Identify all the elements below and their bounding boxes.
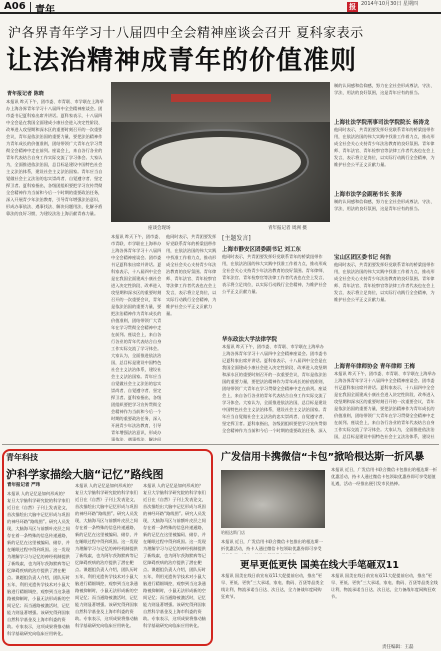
highlight-title: 沪科学家描绘大脑“记忆”路线图 [6, 468, 164, 481]
ad-photo-caption: 哈根达斯门店 [221, 530, 245, 535]
ad2-body-2: 本报讯 国美在线日前宣布双11大促提前启动，推出“更早、更低、更快”三大承诺，家电、数码、百货等品类全线让利，物流承诺当日达、次日达，全力备战年度网购狂欢节。 [331, 573, 438, 599]
ad2-headline: 更早更低更快 国美在线大手笔砸双11 [240, 560, 400, 571]
topic-tag: [主题发言] [222, 235, 251, 242]
speaker-4: 上海青年律师协会 青年律师 王梅 [334, 364, 415, 370]
right-body-3: 他同时表示，共青团要发挥好党联系青年的桥梁纽带作用，在依法治国的伟大实践中找准工作着力点，推动形成全社会关心支持青少年法治教育的良好氛围。青年律师、青年法官、青年检察官等法律工作者代表也在会上发言，表示将立足岗位，以实际行动践行全会精神，为维护社会公平正义贡献力量。 [334, 262, 435, 302]
highlight-tag: 青年科技 [6, 453, 38, 462]
topic-body-1: 他同时表示，共青团要发挥好党联系青年的桥梁纽带作用，在依法治国的伟大实践中找准工作着力点，推动形成全社会关心支持青少年法治教育的良好氛围。青年律师、青年法官、青年检察官等法律工作者代表也在会上发言，表示将立足岗位，以实际行动践行全会精神，为维护社会公平正义贡献力量。 [222, 254, 327, 294]
highlight-body-3: 本报讯 人的记忆是如何形成的？复旦大学脑科学研究院的科学家们近日在《自然》子刊上发表论文，首次描绘出大脑中记忆形成与巩固的神经环路“路线图”。研究人员发现，大脑海马区与前额叶皮层之间存在着一条特殊的信息传递通路，新的记忆在这里被编码、储存，并在睡眠过程中得到巩固。这一发现为理解学习与记忆的神经机制提供了新线索，也为阿尔茨海默病等记忆障碍疾病的治疗提供了潜在靶点。课题组负责人介绍，团队历时五年，利用光遗传学技术对小鼠大脑进行精细调控，观察到当这条通路被抑制时，小鼠无法形成新的空间记忆；而当通路被激活时，记忆能力则显著增强。该研究得到国家自然科学基金及上海市科委的资助。专家表示，这项成果将推动脑科学基础研究向临床应用转化。 [143, 483, 206, 628]
story-kicker: 沪各界青年学习十八届四中全会精神座谈会召开 夏科家表示 [8, 26, 364, 41]
header-date: 2014年10月30日 星期四 [361, 1, 419, 7]
ad-photo [221, 470, 325, 528]
highlight-body-2: 本报讯 人的记忆是如何形成的？复旦大学脑科学研究院的科学家们近日在《自然》子刊上发表论文，首次描绘出大脑中记忆形成与巩固的神经环路“路线图”。研究人员发现，大脑海马区与前额叶皮层之间存在着一条特殊的信息传递通路，新的记忆在这里被编码、储存，并在睡眠过程中得到巩固。这一发现为理解学习与记忆的神经机制提供了新线索，也为阿尔茨海默病等记忆障碍疾病的治疗提供了潜在靶点。课题组负责人介绍，团队历时五年，利用光遗传学技术对小鼠大脑进行精细调控，观察到当这条通路被抑制时，小鼠无法形成新的空间记忆；而当通路被激活时，记忆能力则显著增强。该研究得到国家自然科学基金及上海市科委的资助。专家表示，这项成果将推动脑科学基础研究向临床应用转化。 [75, 483, 138, 628]
ad2-body-1: 本报讯 国美在线日前宣布双11大促提前启动，推出“更早、更低、更快”三大承诺，家电、数码、百货等品类全线让利，物流承诺当日达、次日达，全力备战年度网购狂欢节。 [221, 573, 324, 599]
story-byline: 青年报记者 陈晓 [7, 91, 44, 97]
story-body-mid-2: 他同时表示，共青团要发挥好党联系青年的桥梁纽带作用，在依法治国的伟大实践中找准工作着力点，推动形成全社会关心支持青少年法治教育的良好氛围。青年律师、青年法官、青年检察官等法律工作者代表也在会上发言，表示将立足岗位，以实际行动践行全会精神，为维护社会公平正义贡献力量。 [166, 234, 217, 316]
right-body-1: 他同时表示，共青团要发挥好党联系青年的桥梁纽带作用，在依法治国的伟大实践中找准工作着力点，推动形成全社会关心支持青少年法治教育的良好氛围。青年律师、青年法官、青年检察官等法律工作者代表也在会上发言，表示将立足岗位，以实际行动践行全会精神，为维护社会公平正义贡献力量。 [334, 127, 435, 167]
page-header [0, 0, 441, 14]
speaker-2: 上海市法学会副秘书长 张涛 [334, 192, 402, 198]
highlight-body-1: 本报讯 人的记忆是如何形成的？复旦大学脑科学研究院的科学家们近日在《自然》子刊上发表论文，首次描绘出大脑中记忆形成与巩固的神经环路“路线图”。研究人员发现，大脑海马区与前额叶皮层之间存在着一条特殊的信息传递通路，新的记忆在这里被编码、储存，并在睡眠过程中得到巩固。这一发现为理解学习与记忆的神经机制提供了新线索，也为阿尔茨海默病等记忆障碍疾病的治疗提供了潜在靶点。课题组负责人介绍，团队历时五年，利用光遗传学技术对小鼠大脑进行精细调控，观察到当这条通路被抑制时，小鼠无法形成新的空间记忆；而当通路被激活时，记忆能力则显著增强。该研究得到国家自然科学基金及上海市科委的资助。专家表示，这项成果将推动脑科学基础研究向临床应用转化。 [7, 491, 70, 636]
section-name: 青年 [35, 5, 55, 16]
speaker-5: 上海市静安区团委副书记 刘工东 [222, 247, 301, 253]
photo-caption-right: 青年报记者 周洲 摄 [268, 226, 307, 231]
page-number: A06 [4, 1, 26, 12]
ad-headline: 广发信用卡携微信“卡包”掀哈根达斯一折风暴 [221, 452, 425, 463]
story-body-mid-1: 本报讯 昨天下午，团市委、市青联、市学联在上海举办上海各界青年学习十八届四中全会精神座谈会。团市委书记夏科家出席并讲话。夏科家表示，十八届四中全会是在我国全面建成小康社会进入决定性阶段、改革进入攻坚期和深水区的重要时刻召开的一次重要会议，青年是依法治国的重要力量，要把法治精神作为青年成长的价值准则，团结带领广大青年在学习贯彻全会精神中走在前列。座谈会上，来自各行各业的青年代表结合自身工作实际交流了学习体会。大家认为，全面推进依法治国，总目标是建设中国特色社会主义法治体系，建设社会主义法治国家。青年应当自觉做社会主义法治的忠实崇尚者、自觉遵守者、坚定捍卫者。夏科家指出，各级团组织要把学习宣传贯彻全会精神作为当前和今后一个时期的重要政治任务，深入开展青少年法治教育，引导青年增强法治意识，形成办事依法、遇事找法、解决问 [111, 234, 163, 441]
header-divider [30, 2, 31, 12]
topic-body-2: 本报讯 昨天下午，团市委、市青联、市学联在上海举办上海各界青年学习十八届四中全会精神座谈会。团市委书记夏科家出席并讲话。夏科家表示，十八届四中全会是在我国全面建成小康社会进入决定性阶段、改革进入攻坚期和深水区的重要时刻召开的一次重要会议，青年是依法治国的重要力量，要把法治精神作为青年成长的价值准则，团结带领广大青年在学习贯彻全会精神中走在前列。座谈会上，来自各行各业的青年代表结合自身工作实际交流了学习体会。大家认为，全面推进依法治国，总目标是建设中国特色社会主义法治体系，建设社会主义法治国家。青年应当自觉做社会主义法治的忠实崇尚者、自觉遵守者、坚定捍卫者。夏科家指出，各级团组织要把学习宣传贯彻全会精神作为当前和今后一个时期的重要政治任务，深入 [222, 344, 327, 433]
speaker-6: 华东政法大学法律学院 [222, 337, 278, 343]
ad-body: 本报讯 近日，广发信用卡联合微信卡包推出哈根达斯一折优惠活动，持卡人通过微信卡包领取优惠券即可享受超值礼遇，活动一经推出便引发市民热捧。 [331, 467, 438, 486]
photo-caption-left: 座谈会现场 [148, 226, 171, 231]
story-body-left: 本报讯 昨天下午，团市委、市青联、市学联在上海举办上海各界青年学习十八届四中全会精神座谈会。团市委书记夏科家出席并讲话。夏科家表示，十八届四中全会是在我国全面建成小康社会进入决定性阶段、改革进入攻坚期和深水区的重要时刻召开的一次重要会议，青年是依法治国的重要力量，要把法治精神作为青年成长的价值准则，团结带领广大青年在学习贯彻全会精神中走在前列。座谈会上，来自各行各业的青年代表结合自身工作实际交流了学习体会。大家认为，全面推进依法治国，总目标是建设中国特色社会主义法治体系，建设社会主义法治国家。青年应当自觉做社会主义法治的忠实崇尚者、自觉遵守者、坚定捍卫者。夏科家指出，各级团组织要把学习宣传贯彻全会精神作为当前和今后一个时期的重要政治任务，深入开展青少年法治教育，引导青年增强法治意识，形成办事依法、遇事找法、解决问题用法、化解矛盾靠法的良好习惯，为建设法治上海贡献青春力量。 [6, 99, 104, 216]
speaker-3: 宝山区团区委书记 何浩 [334, 255, 391, 261]
right-body-top: 制的认同感和信仰感，努力在全社会形成尊法、守法、学法、用法的良好氛围，这是青年应有的担当。 [334, 83, 435, 95]
right-body-4: 本报讯 昨天下午，团市委、市青联、市学联在上海举办上海各界青年学习十八届四中全会精神座谈会。团市委书记夏科家出席并讲话。夏科家表示，十八届四中全会是在我国全面建成小康社会进入决定性阶段、改革进入攻坚期和深水区的重要时刻召开的一次重要会议，青年是依法治国的重要力量，要把法治精神作为青年成长的价值准则，团结带领广大青年在学习贯彻全会精神中走在前列。座谈会上，来自各行各业的青年代表结合自身工作实际交流了学习体会。大家认为，全面推进依法治国，总目标是建设中国特色社会主义法治体系，建设社 [334, 371, 436, 439]
speaker-1: 上海社法学院刑事司法学院院长 杨涛龙 [334, 120, 430, 126]
section-rule [2, 444, 439, 445]
meeting-photo [111, 82, 330, 222]
story-headline: 让法治精神成青年的价值准则 [6, 46, 358, 76]
right-body-2: 制的认同感和信仰感，努力在全社会形成尊法、守法、学法、用法的良好氛围，这是青年应有的担当。 [334, 199, 435, 211]
highlight-byline: 青年报记者 严玮 [7, 483, 41, 488]
newspaper-logo: 报 [349, 3, 356, 11]
ad-body-below-photo: 本报讯 近日，广发信用卡联合微信卡包推出哈根达斯一折优惠活动，持卡人通过微信卡包领取优惠券即可享受 [221, 539, 323, 551]
page-footer: 责任编辑：王磊 [382, 645, 414, 650]
